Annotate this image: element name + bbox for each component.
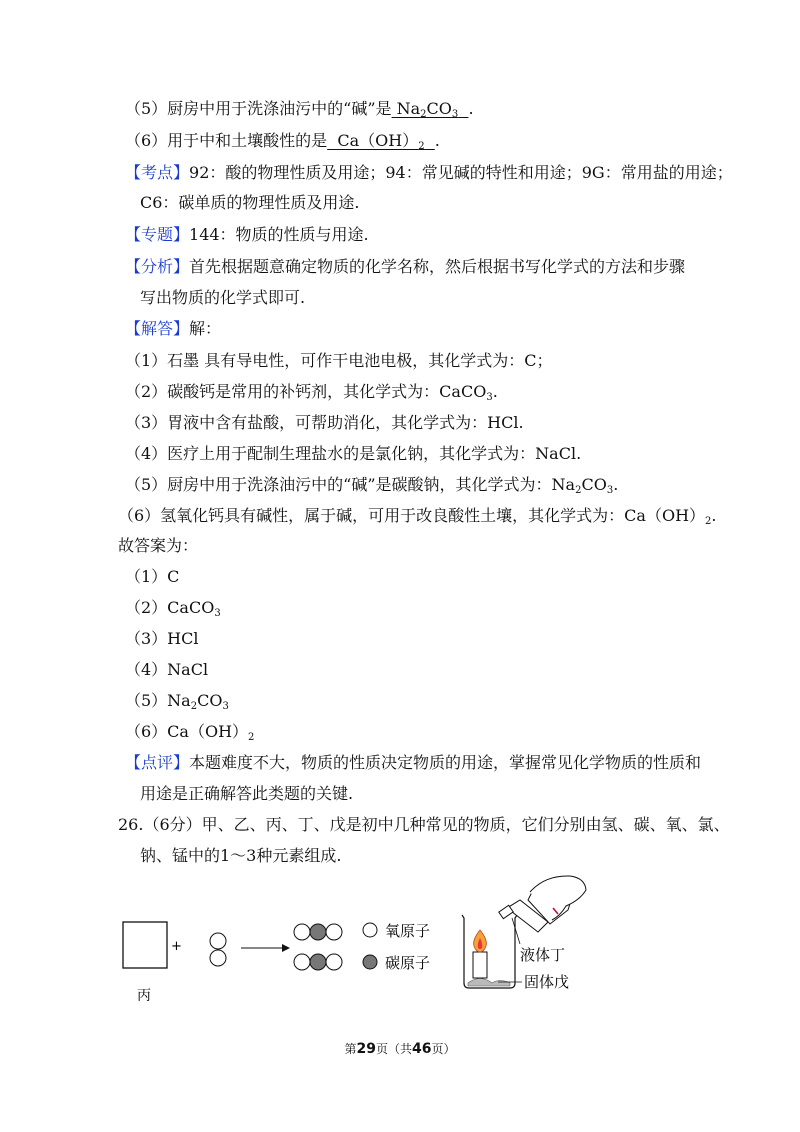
answer-blank-6: $Ca(OH)_2$ (327, 131, 425, 152)
carbon-atom-legend: 碳原子 (385, 954, 431, 972)
box-label: 丙 (137, 988, 151, 1004)
beaker-apparatus (462, 876, 586, 988)
dianping-tag: 【点评】 (125, 753, 190, 772)
solution-1: （1）石墨 具有导电性，可作干电池电极，其化学式为：C； (125, 351, 553, 370)
jieda-tag: 【解答】 (125, 319, 190, 338)
total-pages: 46 (412, 1041, 432, 1057)
fenxi-line: 【分析】首先根据题意确定物质的化学名称，然后根据书写化学式的方法和步骤 (125, 257, 686, 276)
co2-molecule-2 (294, 954, 342, 970)
oxygen-molecule (210, 933, 226, 966)
jieda-line: 【解答】解： (125, 319, 222, 338)
carbon-atom-legend-icon (363, 955, 377, 969)
answer-1: （1）C (125, 567, 180, 586)
question-26: 26.（6分）甲、乙、丙、丁、戊是初中几种常见的物质，它们分别由氢、碳、氧、氯、 (118, 815, 730, 834)
page-footer: 第29页（共46页） (344, 1041, 456, 1057)
answer-3: （3）HCl (125, 629, 199, 648)
kaodian-tag: 【考点】 (125, 163, 190, 182)
blank-line-5: （5）厨房中用于洗涤油污中的“碱”是 $Na_2CO_3$ . (125, 99, 474, 120)
substance-box (123, 922, 167, 968)
answer-intro: 故答案为： (118, 536, 199, 555)
reaction-figure (0, 870, 800, 1020)
zhuanti-tag: 【专题】 (125, 225, 190, 244)
question-26-line-2: 钠、锰中的1～3种元素组成. (140, 846, 342, 865)
answer-5: $(5)Na_2CO_3$ (125, 691, 229, 712)
dianping-line-2: 用途是正确解答此类题的关键. (140, 784, 354, 803)
fenxi-tag: 【分析】 (125, 257, 190, 276)
solid-label: 固体戊 (524, 973, 570, 991)
zhuanti-line: 【专题】144：物质的性质与用途. (125, 225, 369, 244)
answer-2: （2）CaCO$_3$ (125, 598, 221, 619)
fenxi-line-2: 写出物质的化学式即可. (140, 288, 306, 307)
co2-molecule-1 (294, 924, 342, 940)
solution-4: （4）医疗上用于配制生理盐水的是氯化钠，其化学式为：NaCl. (125, 444, 582, 463)
answer-blank-5: $Na_2CO_3$ (391, 99, 459, 120)
solution-5: （5）厨房中用于洗涤油污中的“碱”是碳酸钠，其化学式为：$Na_2CO_3$. (125, 475, 619, 496)
reaction-arrow (241, 944, 290, 952)
answer-6: $(6)Ca(OH)_2$ (125, 722, 255, 743)
plus-sign: + (171, 939, 182, 954)
oxygen-atom-legend: 氧原子 (385, 922, 431, 940)
kaodian-line-2: C6：碳单质的物理性质及用途. (140, 193, 360, 212)
blank-line-6: （6）用于中和土壤酸性的是 $Ca(OH)_2$ . (125, 131, 440, 152)
solution-3: （3）胃液中含有盐酸，可帮助消化，其化学式为：HCl. (125, 413, 524, 432)
oxygen-atom-legend-icon (363, 923, 377, 937)
answer-4: （4）NaCl (125, 660, 209, 679)
dianping-line: 【点评】本题难度不大，物质的性质决定物质的用途，掌握常见化学物质的性质和 (125, 753, 702, 772)
solution-6: （6）氢氧化钙具有碱性，属于碱，可用于改良酸性土壤，其化学式为：$Ca(OH)_2$. (118, 506, 717, 527)
liquid-label: 液体丁 (520, 946, 566, 964)
kaodian-line: 【考点】92：酸的物理性质及用途；94：常见碱的特性和用途；9G：常用盐的用途； (125, 163, 733, 182)
page-number: 29 (356, 1041, 376, 1057)
solution-2: （2）碳酸钙是常用的补钙剂，其化学式为：CaCO$_3$. (125, 382, 498, 403)
